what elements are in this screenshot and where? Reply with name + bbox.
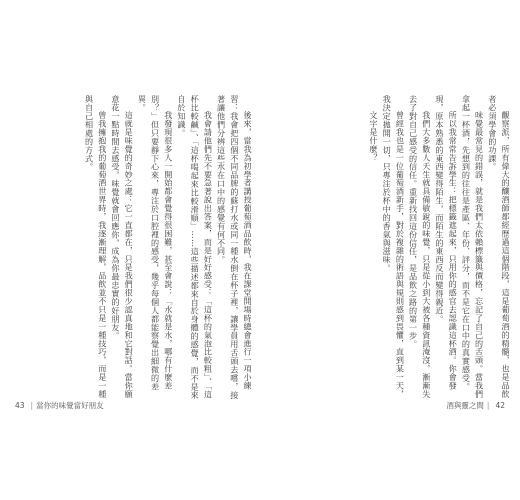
left-page-body [24,95,254,400]
right-page-footer [446,400,508,411]
footer-separator: | [30,401,34,410]
paragraph: 味覺最常見的錯誤，就是我們太依賴標籤與價格，忘記了自己的舌頭。當我們拿起一杯酒，先想到的往往是產區、年份、評分，而不是它在口中的真實感受。 [461,95,485,399]
left-page-footer [12,400,104,411]
paragraph: 所以我常常告訴學生：把標籤遮起來，只用你的感官去認識這杯酒。你會發現，原本熟悉的東西變得陌生，而陌生的東西反而變得親近。 [434,95,459,391]
page-number: 42 [495,401,505,410]
paragraph: 我會請他們先不要急著說出答案，而是好好感受：「這杯的氣泡比較粗」、「這杯比較鹹」、「這杯喝起來比較滑順」……這些描述都來自於身體的感覺，而不是來自於知識。 [176,95,214,400]
right-page-body [276,95,512,400]
running-head: 當你的味覺當好朋友 [36,401,104,410]
page-number: 43 [15,401,25,410]
paragraph: 後來，當我為初學者講授葡萄酒品飲時，我在課堂開場時總會進行一項小練習：我會把四個不同品牌的蘇打水或同一種水倒在杯子裡，讓學員用舌頭去嚐，接著讓他們分辨這些水在口中的感覺有何不同。 [216,95,253,400]
paragraph: 曾經我也是一位葡萄酒新手，對於複雜的術語與規則感到畏懼，直到某一天，我決定拋開一切，只專注於杯中的香氣與滋味。 [382,95,406,399]
right-page [260,0,520,500]
paragraph: 我發現很多人一開始都會覺得很困難，甚至會說：「水就是水，哪有什麼差別？」但只要靜下心來，專注於口腔裡的感受，幾乎每個人都能察覺出細微的差異。 [137,95,174,391]
paragraph: 文字是什麼？ [368,111,379,162]
footer-separator: | [486,401,490,410]
paragraph: 觀察派，所有偉大的釀酒師都經歷過這個階段，這是葡萄酒的精髓，也是品飲者必須學會的功課。 [487,95,511,399]
running-head: 酒與靈之間 [446,401,484,410]
paragraph: 曾我擁抱我的葡萄酒世界時，我逐漸理解，品飲並不只是一種技巧，而是一種與自己相處的方式。 [84,95,108,399]
paragraph: 我們大多數人天生就具備敏銳的味覺，只是從小到大被各種資訊淹沒，漸漸失去了對自己感受的信任。重新找回這份信任，是品飲之路的第一步。 [408,95,432,399]
paragraph: 這就是味覺的奇妙之處：它一直都在，只是我們很少認真地和它對話。當你願意花一點時間去感受，味覺就會回應你，成為你最忠實的好朋友。 [110,95,135,399]
